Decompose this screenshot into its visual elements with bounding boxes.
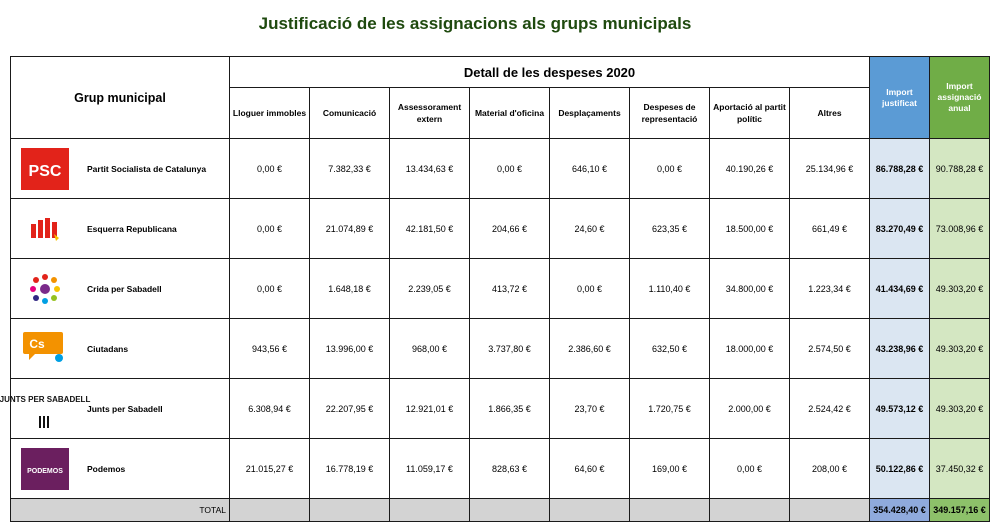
table-row [11,199,990,259]
table-cell: 646,10 € [550,139,630,199]
table-cell: 22.207,95 € [310,379,390,439]
column-header: Aportació al partit polític [710,88,790,139]
table-cell: 2.524,42 € [790,379,870,439]
podemos-logo-text: PODEMOS [27,467,63,475]
table-cell: 943,56 € [230,319,310,379]
junts-logo [0,388,91,430]
junts-logo-text: JUNTS PER SABADELL [0,394,91,404]
assignacio-cell: 49.303,20 € [930,319,990,379]
table-cell: 6.308,94 € [230,379,310,439]
party-name: Podemos [87,463,126,474]
table-cell: 18.000,00 € [710,319,790,379]
table-cell: 1.866,35 € [470,379,550,439]
crida-logo [21,268,69,310]
justificat-cell: 49.573,12 € [870,379,930,439]
total-label: TOTAL [11,499,230,522]
column-header: Desplaçaments [550,88,630,139]
table-cell: 1.720,75 € [630,379,710,439]
table-cell: 413,72 € [470,259,550,319]
import-assignacio-header: Import assignació anual [930,57,990,139]
column-header: Assessorament extern [390,88,470,139]
party-name: Crida per Sabadell [87,283,162,294]
party-name: Esquerra Republicana [87,223,177,234]
psc-logo-text: PSC [28,162,62,180]
table-cell: 12.921,01 € [390,379,470,439]
table-cell: 2.386,60 € [550,319,630,379]
psc-logo [21,148,69,190]
table-cell: 204,66 € [470,199,550,259]
table-cell: 11.059,17 € [390,439,470,499]
table-cell: 1.648,18 € [310,259,390,319]
table-cell: 34.800,00 € [710,259,790,319]
assignacio-cell: 90.788,28 € [930,139,990,199]
empty-cell [470,499,550,522]
table-row [11,379,990,439]
total-assignacio: 349.157,16 € [930,499,990,522]
column-header: Lloguer immobles [230,88,310,139]
table-cell: 0,00 € [710,439,790,499]
empty-cell [790,499,870,522]
detail-header: Detall de les despeses 2020 [230,57,870,88]
table-cell: 21.074,89 € [310,199,390,259]
table-cell: 0,00 € [470,139,550,199]
table-cell: 0,00 € [550,259,630,319]
table-cell: 623,35 € [630,199,710,259]
party-name: Ciutadans [87,343,129,354]
table-cell: 1.223,34 € [790,259,870,319]
table-cell: 0,00 € [630,139,710,199]
table-row [11,139,990,199]
column-header: Material d'oficina [470,88,550,139]
empty-cell [310,499,390,522]
empty-cell [390,499,470,522]
page-title: Justificació de les assignacions als grups municipals [258,14,692,33]
table-cell: 40.190,26 € [710,139,790,199]
table-cell: 1.110,40 € [630,259,710,319]
table-cell: 169,00 € [630,439,710,499]
assignacio-cell: 37.450,32 € [930,439,990,499]
table-cell: 7.382,33 € [310,139,390,199]
table-cell: 3.737,80 € [470,319,550,379]
column-header: Despeses de representació [630,88,710,139]
party-name: Junts per Sabadell [87,403,163,414]
table-cell: 632,50 € [630,319,710,379]
table-cell: 23,70 € [550,379,630,439]
assignacio-cell: 49.303,20 € [930,259,990,319]
table-cell: 25.134,96 € [790,139,870,199]
justificat-cell: 86.788,28 € [870,139,930,199]
justificat-cell: 50.122,86 € [870,439,930,499]
group-header: Grup municipal [11,57,230,139]
table-cell: 828,63 € [470,439,550,499]
table-cell: 21.015,27 € [230,439,310,499]
table-cell: 24,60 € [550,199,630,259]
table-row [11,319,990,379]
table-cell: 42.181,50 € [390,199,470,259]
table-cell: 13.434,63 € [390,139,470,199]
table-cell: 0,00 € [230,199,310,259]
empty-cell [630,499,710,522]
erc-logo [21,208,69,250]
table-cell: 0,00 € [230,259,310,319]
table-cell: 661,49 € [790,199,870,259]
party-name: Partit Socialista de Catalunya [87,163,207,174]
empty-cell [550,499,630,522]
cs-logo [21,328,69,370]
table-row [11,439,990,499]
expenses-table [0,56,990,522]
empty-cell [710,499,790,522]
table-cell: 2.574,50 € [790,319,870,379]
total-justificat: 354.428,40 € [870,499,930,522]
table-cell: 208,00 € [790,439,870,499]
assignacio-cell: 73.008,96 € [930,199,990,259]
table-cell: 2.000,00 € [710,379,790,439]
justificat-cell: 83.270,49 € [870,199,930,259]
table-cell: 16.778,19 € [310,439,390,499]
table-cell: 13.996,00 € [310,319,390,379]
justificat-cell: 43.238,96 € [870,319,930,379]
import-justificat-header: Import justificat [870,57,930,139]
table-cell: 0,00 € [230,139,310,199]
total-row [11,499,990,522]
podemos-logo [21,448,69,490]
table-row [11,259,990,319]
column-header: Comunicació [310,88,390,139]
empty-cell [230,499,310,522]
assignacio-cell: 49.303,20 € [930,379,990,439]
table-cell: 64,60 € [550,439,630,499]
table-cell: 968,00 € [390,319,470,379]
column-header: Altres [790,88,870,139]
table-cell: 2.239,05 € [390,259,470,319]
cs-logo-text: Cs [29,336,45,351]
table-cell: 18.500,00 € [710,199,790,259]
justificat-cell: 41.434,69 € [870,259,930,319]
